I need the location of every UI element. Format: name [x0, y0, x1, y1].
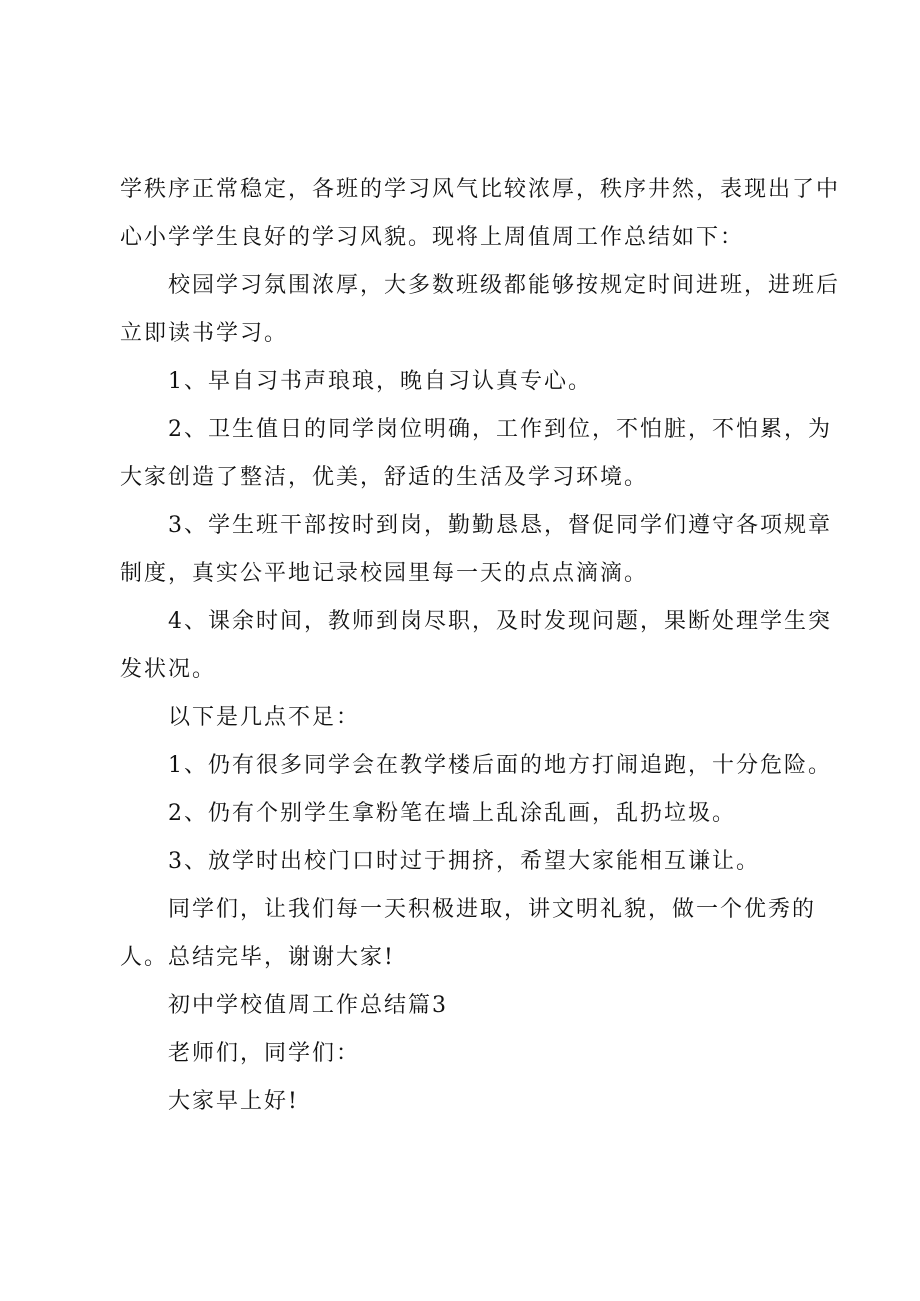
paragraph-closing: 同学们，让我们每一天积极进取，讲文明礼貌，做一个优秀的人。总结完毕，谢谢大家!: [120, 897, 817, 970]
paragraph-atmosphere: 校园学习氛围浓厚，大多数班级都能够按规定时间进班，进班后立即读书学习。: [120, 273, 841, 346]
list-item-shortcoming-1: 1、仍有很多同学会在教学楼后面的地方打闹追跑，十分危险。: [168, 753, 832, 778]
shortcomings-heading: 以下是几点不足：: [168, 705, 361, 730]
paragraph-continuation: 学秩序正常稳定，各班的学习风气比较浓厚，秩序井然，表现出了中心小学学生良好的学习风貌。现将上周值周工作总结如下：: [120, 177, 841, 250]
section-title: 初中学校值周工作总结篇3: [168, 993, 448, 1018]
list-item-shortcoming-3: 3、放学时出校门口时过于拥挤，希望大家能相互谦让。: [168, 849, 760, 874]
document-body: [120, 166, 840, 1126]
list-item-shortcoming-2: 2、仍有个别学生拿粉笔在墙上乱涂乱画，乱扔垃圾。: [168, 801, 736, 826]
list-item-strength-4: 4、课余时间，教师到岗尽职，及时发现问题，果断处理学生突发状况。: [120, 609, 832, 682]
list-item-strength-2: 2、卫生值日的同学岗位明确，工作到位，不怕脏，不怕累，为大家创造了整洁，优美，舒适的生活及学习环境。: [120, 417, 832, 490]
list-item-strength-1: 1、早自习书声琅琅，晚自习认真专心。: [168, 369, 592, 394]
greeting-audience: 老师们，同学们：: [168, 1041, 361, 1066]
greeting-morning: 大家早上好!: [168, 1089, 299, 1114]
list-item-strength-3: 3、学生班干部按时到岗，勤勤恳恳，督促同学们遵守各项规章制度，真实公平地记录校园里每一天的点点滴滴。: [120, 513, 832, 586]
